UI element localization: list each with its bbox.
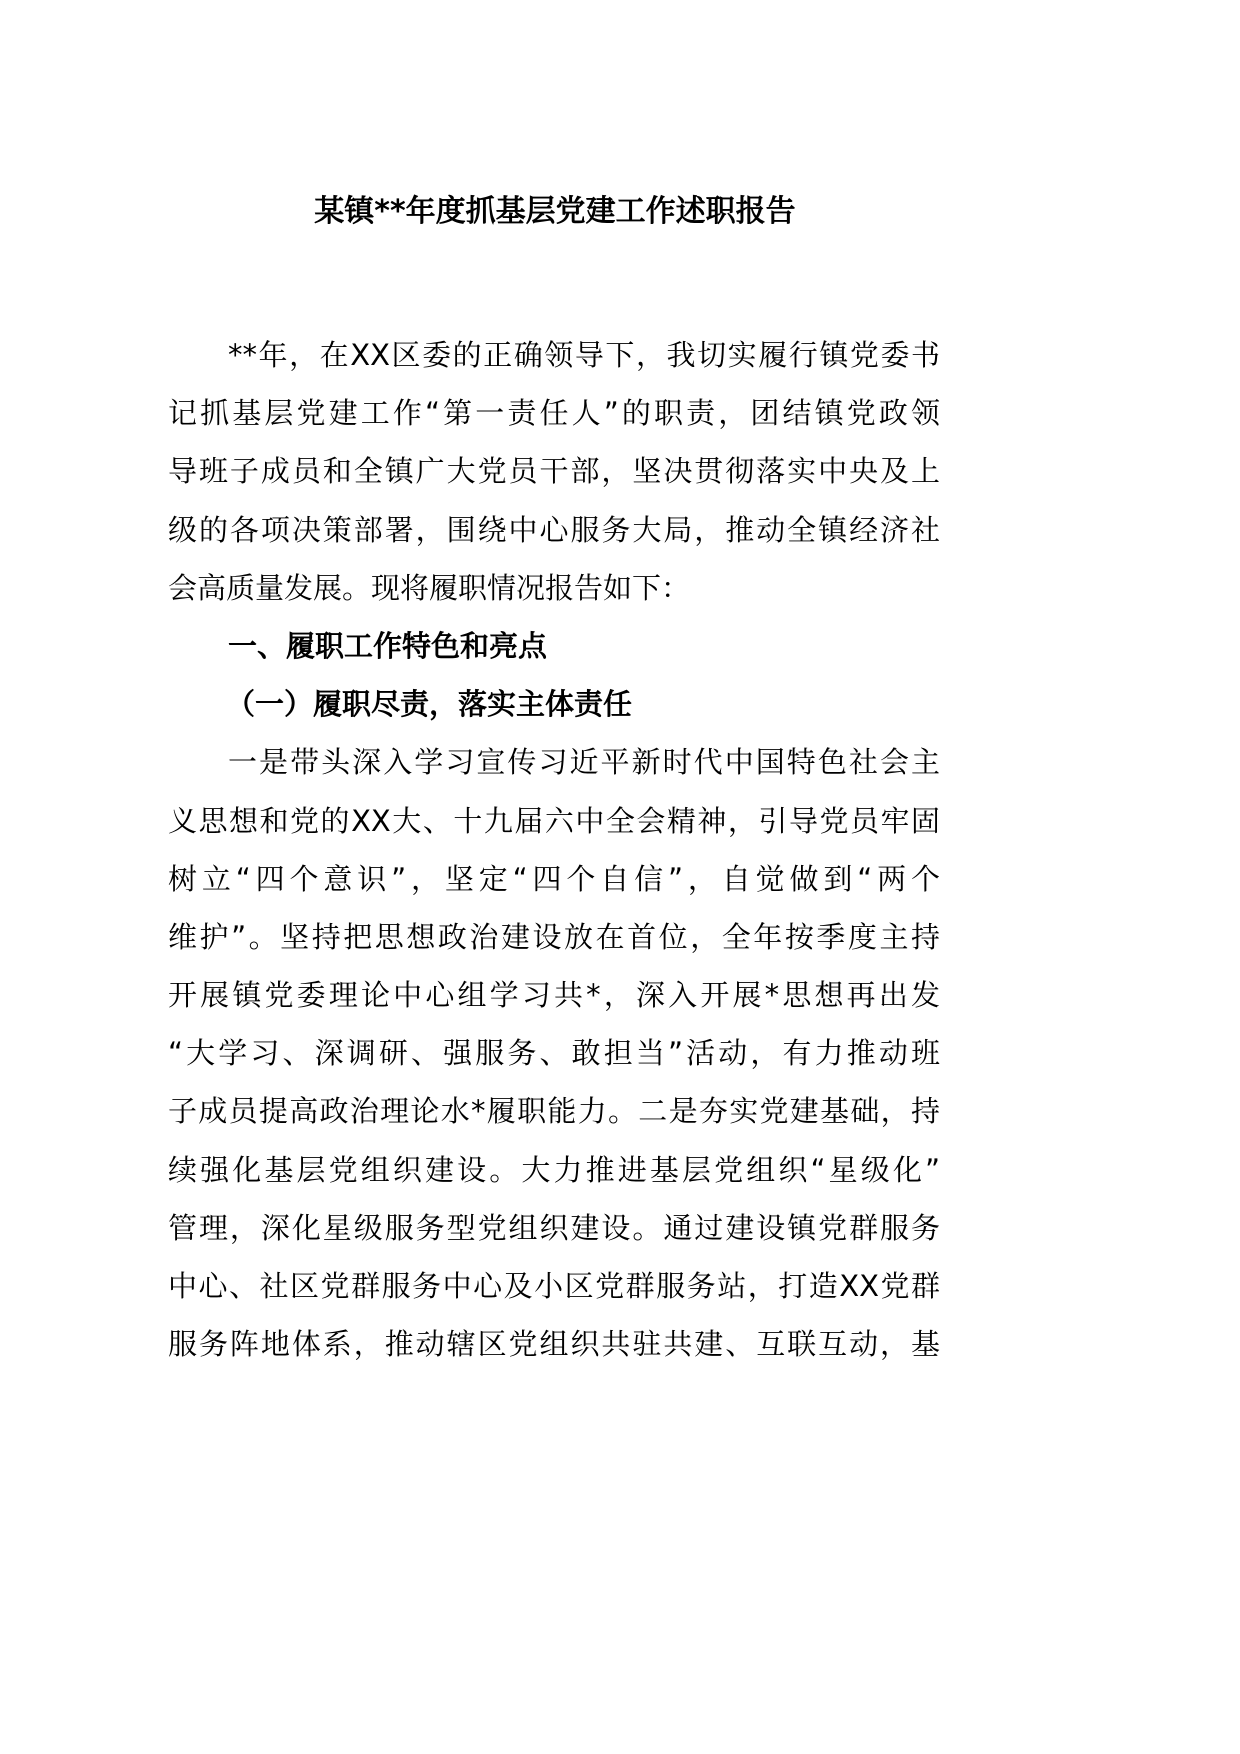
paragraph-line: 一是带头深入学习宣传习近平新时代中国特色社会主 — [228, 745, 940, 780]
paragraph-line: 服务阵地体系，推动辖区党组织共驻共建、互联互动，基 — [168, 1327, 940, 1362]
subsection-heading: （一）履职尽责，落实主体责任 — [226, 687, 633, 722]
paragraph-line: 树立“四个意识”，坚定“四个自信”，自觉做到“两个 — [168, 861, 940, 896]
paragraph-line: 会高质量发展。现将履职情况报告如下： — [168, 570, 691, 605]
intro-paragraph — [168, 326, 940, 617]
paragraph-line: 级的各项决策部署，围绕中心服务大局，推动全镇经济社 — [168, 512, 940, 547]
paragraph-line: 导班子成员和全镇广大党员干部，坚决贯彻落实中央及上 — [168, 454, 940, 489]
paragraph-line: **年，在XX区委的正确领导下，我切实履行镇党委书 — [228, 338, 940, 372]
paragraph-line: 维护”。坚持把思想政治建设放在首位，全年按季度主持 — [168, 919, 940, 954]
paragraph-line: 记抓基层党建工作“第一责任人”的职责，团结镇党政领 — [168, 396, 940, 431]
paragraph-line: 管理，深化星级服务型党组织建设。通过建设镇党群服务 — [168, 1210, 940, 1245]
paragraph-line: “大学习、深调研、强服务、敢担当”活动，有力推动班 — [168, 1036, 940, 1071]
section-paragraph — [168, 733, 940, 1373]
paragraph-line: 开展镇党委理论中心组学习共*，深入开展*思想再出发 — [168, 978, 940, 1013]
paragraph-line: 子成员提高政治理论水*履职能力。二是夯实党建基础，持 — [168, 1094, 940, 1129]
paragraph-line: 续强化基层党组织建设。大力推进基层党组织“星级化” — [168, 1152, 940, 1187]
document-title: 某镇**年度抓基层党建工作述职报告 — [314, 194, 796, 229]
document-body — [168, 326, 940, 1373]
section-heading: 一、履职工作特色和亮点 — [228, 628, 548, 663]
paragraph-line: 中心、社区党群服务中心及小区党群服务站，打造XX党群 — [168, 1269, 940, 1303]
paragraph-line: 义思想和党的XX大、十九届六中全会精神，引导党员牢固 — [168, 803, 940, 838]
